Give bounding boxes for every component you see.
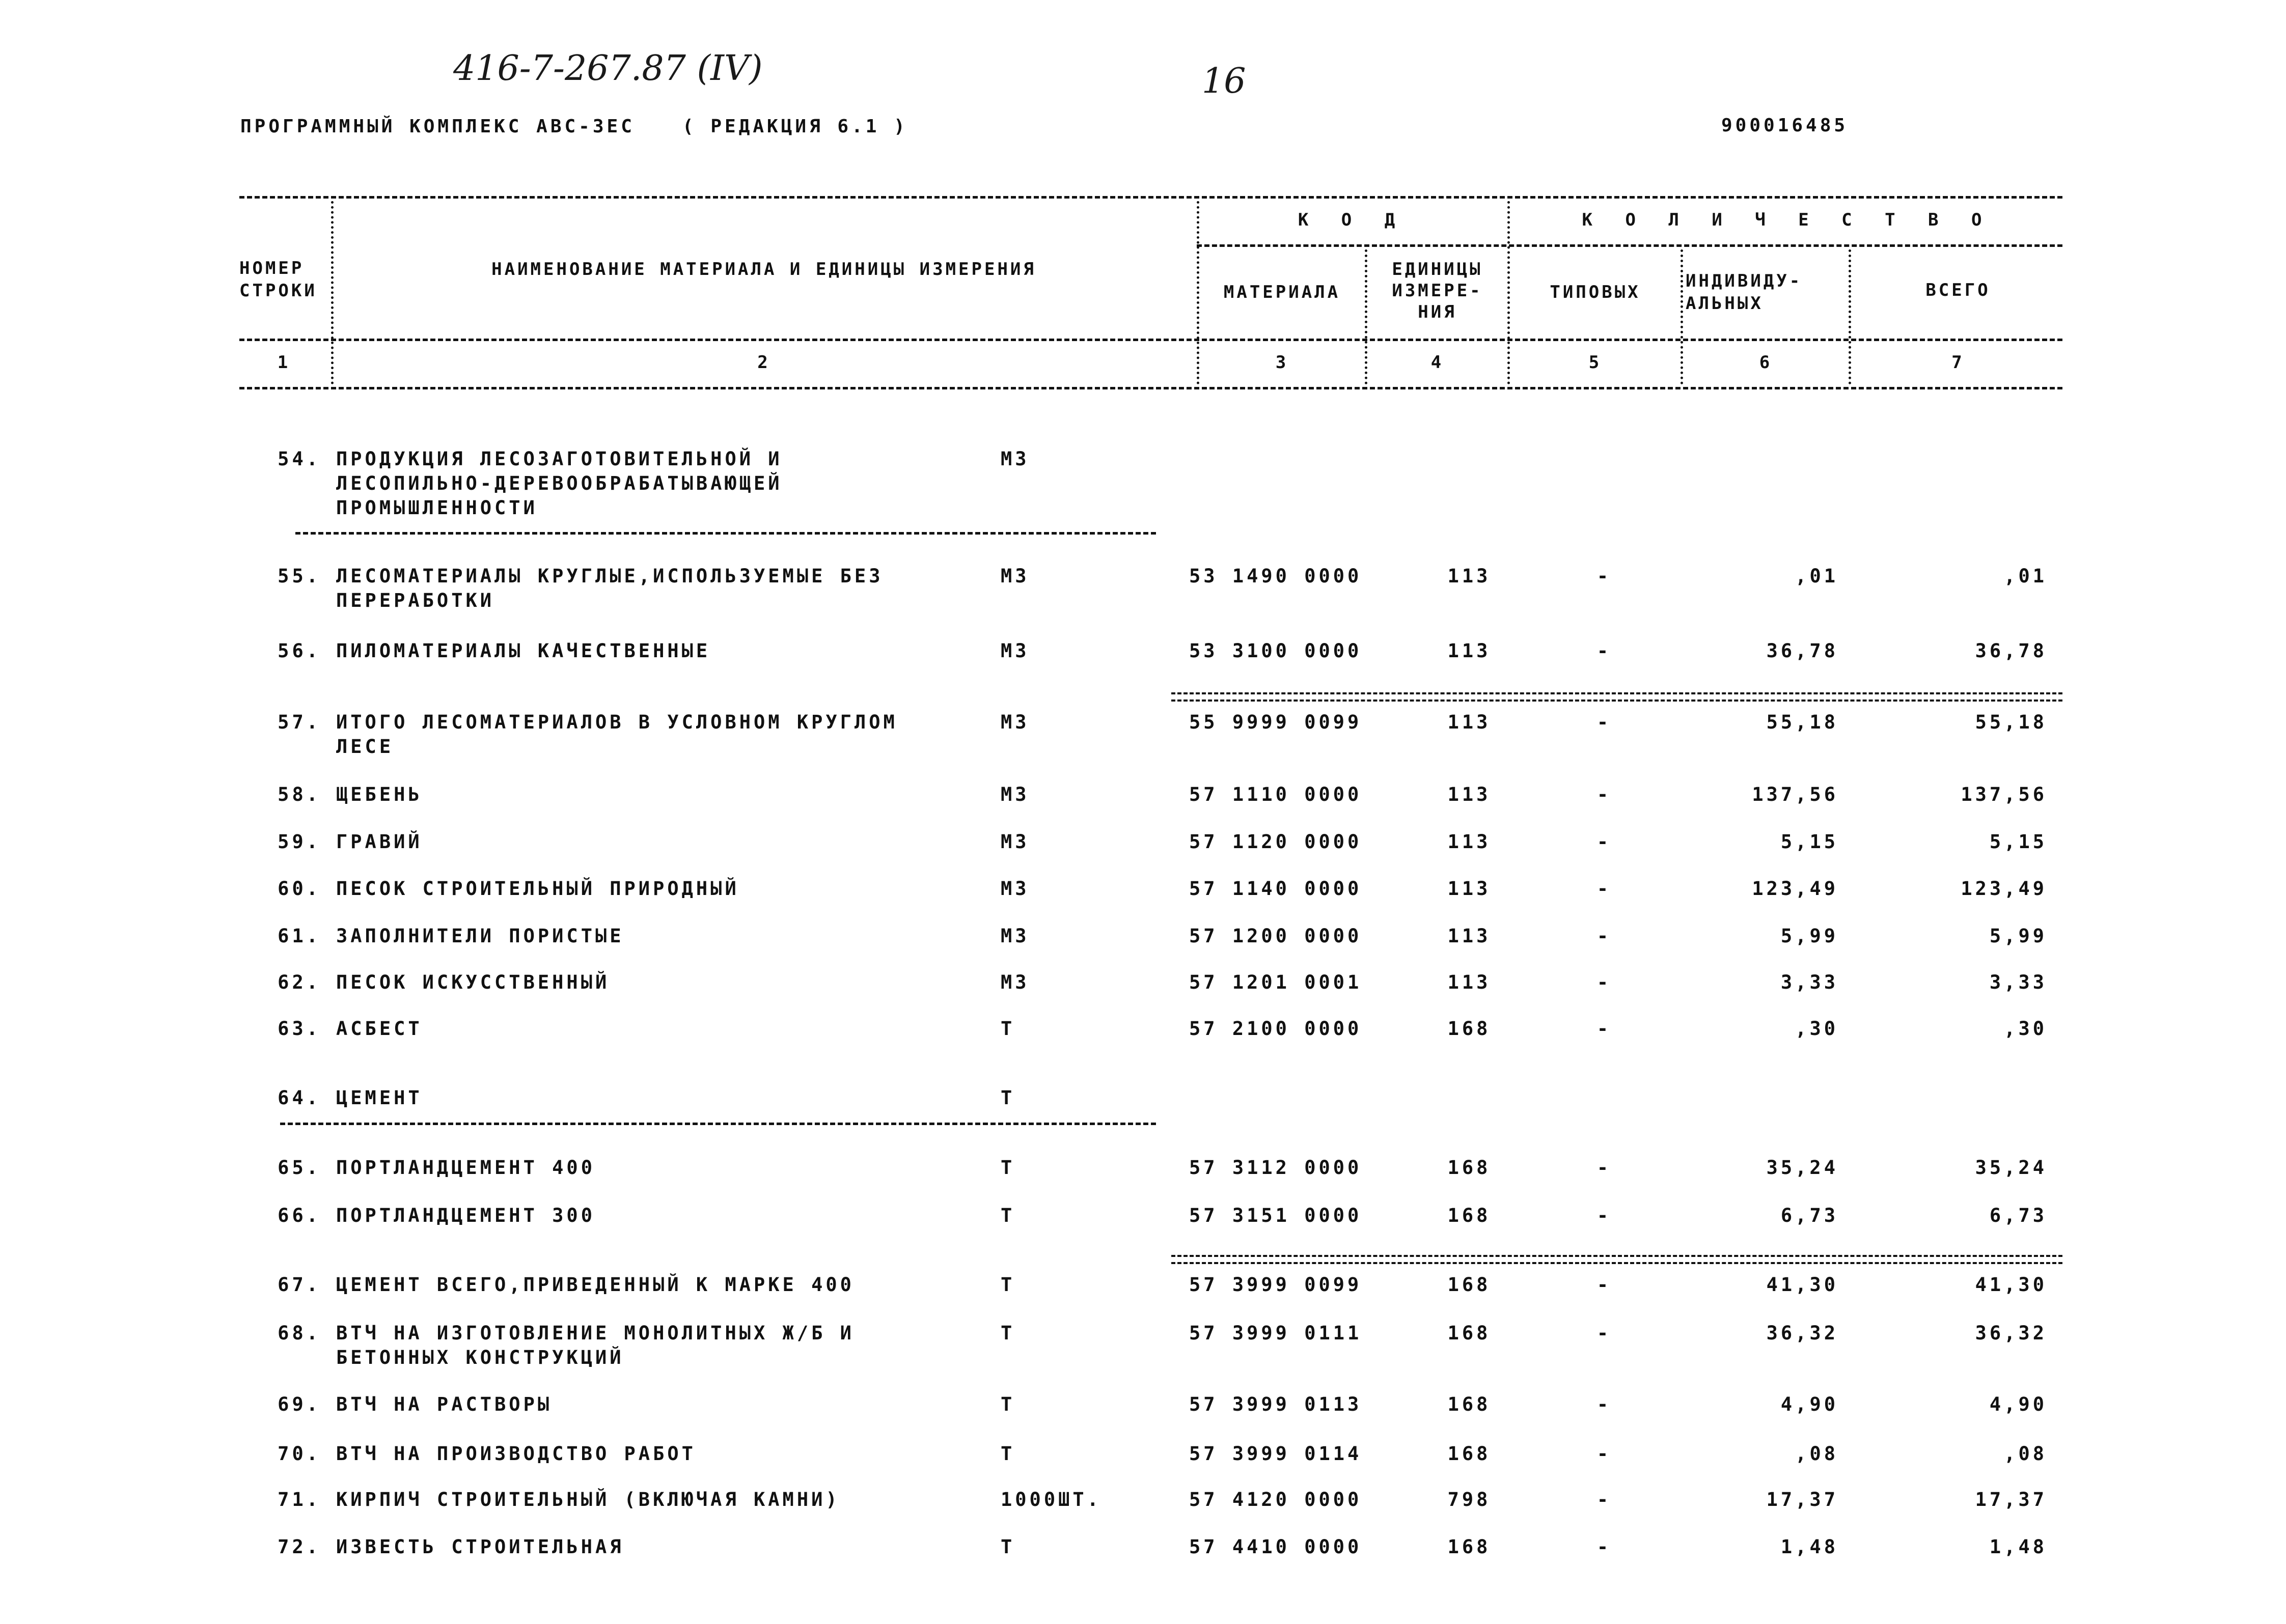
total-quantity: 17,37 xyxy=(1975,1489,2047,1510)
row-number: 62. xyxy=(278,971,321,993)
typical-quantity: - xyxy=(1596,783,1612,805)
unit-of-measure: Т xyxy=(1001,1018,1015,1040)
individual-quantity: 6,73 xyxy=(1780,1205,1838,1226)
individual-quantity: 137,56 xyxy=(1752,783,1838,805)
material-name: ПЕСОК СТРОИТЕЛЬНЫЙ ПРИРОДНЫЙ xyxy=(336,878,739,900)
total-quantity: 123,49 xyxy=(1961,878,2047,900)
material-code: 57 1120 0000 xyxy=(1189,831,1362,853)
unit-of-measure: Т xyxy=(1001,1087,1015,1109)
unit-of-measure: 1000ШТ. xyxy=(1001,1489,1101,1510)
individual-quantity: 5,99 xyxy=(1780,925,1838,947)
unit-code: 113 xyxy=(1447,565,1491,587)
header-separator xyxy=(1507,201,1510,384)
subtotal-rule-57 xyxy=(1171,692,2062,702)
table-top-rule xyxy=(239,196,2062,199)
unit-code: 168 xyxy=(1447,1274,1491,1296)
row-number: 70. xyxy=(278,1443,321,1465)
unit-of-measure: М3 xyxy=(1001,711,1030,733)
row-number: 55. xyxy=(278,565,321,587)
individual-quantity: 35,24 xyxy=(1766,1157,1838,1179)
program-title: ПРОГРАММНЫЙ КОМПЛЕКС АВС-3ЕС xyxy=(240,116,635,137)
total-quantity: 4,90 xyxy=(1989,1393,2047,1415)
total-quantity: 1,48 xyxy=(1989,1536,2047,1558)
column-number-6: 6 xyxy=(1759,352,1773,373)
total-quantity: ,30 xyxy=(2004,1018,2047,1040)
column-number-rule-top xyxy=(239,339,2062,341)
header-separator xyxy=(1849,249,1851,384)
material-name: АСБЕСТ xyxy=(336,1018,423,1040)
individual-quantity: 5,15 xyxy=(1780,831,1838,853)
material-name: ПЕРЕРАБОТКИ xyxy=(336,590,495,611)
header-total: ВСЕГО xyxy=(1925,280,1991,300)
row-number: 58. xyxy=(278,783,321,805)
code-subheader-rule xyxy=(1197,244,2062,247)
individual-quantity: 55,18 xyxy=(1766,711,1838,733)
unit-of-measure: М3 xyxy=(1001,831,1030,853)
row-number: 54. xyxy=(278,448,321,470)
row-number: 72. xyxy=(278,1536,321,1558)
material-code: 57 1201 0001 xyxy=(1189,971,1362,993)
handwritten-project-code: 416-7-267.87 (IV) xyxy=(453,48,763,89)
material-code: 55 9999 0099 xyxy=(1189,711,1362,733)
row-number: 60. xyxy=(278,878,321,900)
typical-quantity: - xyxy=(1596,1536,1612,1558)
material-name: ИЗВЕСТЬ СТРОИТЕЛЬНАЯ xyxy=(336,1536,624,1558)
unit-of-measure: М3 xyxy=(1001,878,1030,900)
material-name: ЛЕСОМАТЕРИАЛЫ КРУГЛЫЕ,ИСПОЛЬЗУЕМЫЕ БЕЗ xyxy=(336,565,884,587)
column-number-1: 1 xyxy=(277,352,291,373)
individual-quantity: 3,33 xyxy=(1780,971,1838,993)
individual-quantity: 41,30 xyxy=(1766,1274,1838,1296)
row-number: 65. xyxy=(278,1157,321,1179)
individual-quantity: ,01 xyxy=(1795,565,1838,587)
material-code: 57 1200 0000 xyxy=(1189,925,1362,947)
unit-of-measure: Т xyxy=(1001,1205,1015,1226)
unit-code: 113 xyxy=(1447,640,1491,662)
unit-of-measure: Т xyxy=(1001,1274,1015,1296)
header-individual: ИНДИВИДУ- АЛЬНЫХ xyxy=(1686,271,1803,314)
material-name: ПОРТЛАНДЦЕМЕНТ 400 xyxy=(336,1157,595,1179)
typical-quantity: - xyxy=(1596,878,1612,900)
unit-code: 168 xyxy=(1447,1536,1491,1558)
unit-of-measure: Т xyxy=(1001,1157,1015,1179)
row-number: 64. xyxy=(278,1087,321,1109)
row-number: 68. xyxy=(278,1322,321,1344)
row-number: 57. xyxy=(278,711,321,733)
unit-of-measure: М3 xyxy=(1001,971,1030,993)
material-code: 57 3999 0113 xyxy=(1189,1393,1362,1415)
individual-quantity: 123,49 xyxy=(1752,878,1838,900)
row-number: 63. xyxy=(278,1018,321,1040)
unit-code: 168 xyxy=(1447,1018,1491,1040)
material-name: ИТОГО ЛЕСОМАТЕРИАЛОВ В УСЛОВНОМ КРУГЛОМ xyxy=(336,711,898,733)
typical-quantity: - xyxy=(1596,640,1612,662)
material-code: 57 3112 0000 xyxy=(1189,1157,1362,1179)
header-separator xyxy=(1365,249,1367,384)
typical-quantity: - xyxy=(1596,1018,1612,1040)
header-name: НАИМЕНОВАНИЕ МАТЕРИАЛА И ЕДИНИЦЫ ИЗМЕРЕНИЯ xyxy=(491,259,1036,279)
header-separator xyxy=(331,201,334,384)
material-name: ПРОМЫШЛЕННОСТИ xyxy=(336,497,538,519)
total-quantity: ,01 xyxy=(2004,565,2047,587)
total-quantity: ,08 xyxy=(2004,1443,2047,1465)
individual-quantity: 36,78 xyxy=(1766,640,1838,662)
individual-quantity: 17,37 xyxy=(1766,1489,1838,1510)
material-name: БЕТОННЫХ КОНСТРУКЦИЙ xyxy=(336,1347,624,1368)
column-number-rule-bottom xyxy=(239,387,2062,389)
material-name: ПЕСОК ИСКУССТВЕННЫЙ xyxy=(336,971,610,993)
total-quantity: 3,33 xyxy=(1989,971,2047,993)
material-name: ЦЕМЕНТ xyxy=(336,1087,423,1109)
typical-quantity: - xyxy=(1596,925,1612,947)
typical-quantity: - xyxy=(1596,565,1612,587)
unit-of-measure: М3 xyxy=(1001,565,1030,587)
total-quantity: 41,30 xyxy=(1975,1274,2047,1296)
unit-code: 113 xyxy=(1447,831,1491,853)
material-code: 57 1140 0000 xyxy=(1189,878,1362,900)
row-number: 67. xyxy=(278,1274,321,1296)
unit-code: 113 xyxy=(1447,711,1491,733)
total-quantity: 5,99 xyxy=(1989,925,2047,947)
total-quantity: 36,32 xyxy=(1975,1322,2047,1344)
material-code: 57 4410 0000 xyxy=(1189,1536,1362,1558)
individual-quantity: 36,32 xyxy=(1766,1322,1838,1344)
column-number-5: 5 xyxy=(1588,352,1602,373)
material-name: ПИЛОМАТЕРИАЛЫ КАЧЕСТВЕННЫЕ xyxy=(336,640,711,662)
typical-quantity: - xyxy=(1596,1443,1612,1465)
material-code: 57 2100 0000 xyxy=(1189,1018,1362,1040)
unit-code: 113 xyxy=(1447,878,1491,900)
unit-of-measure: М3 xyxy=(1001,448,1030,470)
row-number: 66. xyxy=(278,1205,321,1226)
unit-code: 168 xyxy=(1447,1393,1491,1415)
column-number-7: 7 xyxy=(1951,352,1965,373)
material-name: ПРОДУКЦИЯ ЛЕСОЗАГОТОВИТЕЛЬНОЙ И xyxy=(336,448,783,470)
program-edition: ( РЕДАКЦИЯ 6.1 ) xyxy=(682,116,908,137)
material-name: ЩЕБЕНЬ xyxy=(336,783,423,805)
unit-code: 798 xyxy=(1447,1489,1491,1510)
total-quantity: 137,56 xyxy=(1961,783,2047,805)
typical-quantity: - xyxy=(1596,1322,1612,1344)
unit-code: 113 xyxy=(1447,971,1491,993)
typical-quantity: - xyxy=(1596,1393,1612,1415)
individual-quantity: 4,90 xyxy=(1780,1393,1838,1415)
typical-quantity: - xyxy=(1596,1274,1612,1296)
header-typical: ТИПОВЫХ xyxy=(1550,282,1641,302)
material-code: 57 3999 0111 xyxy=(1189,1322,1362,1344)
unit-code: 168 xyxy=(1447,1157,1491,1179)
material-name: КИРПИЧ СТРОИТЕЛЬНЫЙ (ВКЛЮЧАЯ КАМНИ) xyxy=(336,1489,840,1510)
unit-of-measure: Т xyxy=(1001,1536,1015,1558)
total-quantity: 6,73 xyxy=(1989,1205,2047,1226)
individual-quantity: ,08 xyxy=(1795,1443,1838,1465)
unit-of-measure: М3 xyxy=(1001,640,1030,662)
unit-of-measure: Т xyxy=(1001,1322,1015,1344)
column-number-2: 2 xyxy=(757,352,770,373)
unit-of-measure: Т xyxy=(1001,1443,1015,1465)
unit-code: 113 xyxy=(1447,783,1491,805)
typical-quantity: - xyxy=(1596,831,1612,853)
material-code: 57 3999 0114 xyxy=(1189,1443,1362,1465)
document-id: 900016485 xyxy=(1721,115,1849,136)
typical-quantity: - xyxy=(1596,1489,1612,1510)
header-unit-code: ЕДИНИЦЫ ИЗМЕРЕ- НИЯ xyxy=(1392,259,1483,322)
material-code: 57 3999 0099 xyxy=(1189,1274,1362,1296)
material-name: ВТЧ НА ПРОИЗВОДСТВО РАБОТ xyxy=(336,1443,696,1465)
header-material-code: МАТЕРИАЛА xyxy=(1223,282,1341,302)
subtotal-rule-67 xyxy=(1171,1255,2062,1264)
material-code: 53 1490 0000 xyxy=(1189,565,1362,587)
unit-code: 168 xyxy=(1447,1322,1491,1344)
unit-code: 113 xyxy=(1447,925,1491,947)
header-row-number: НОМЕР СТРОКИ xyxy=(239,258,317,301)
material-code: 57 4120 0000 xyxy=(1189,1489,1362,1510)
individual-quantity: 1,48 xyxy=(1780,1536,1838,1558)
unit-code: 168 xyxy=(1447,1443,1491,1465)
material-name: ЛЕСОПИЛЬНО-ДЕРЕВООБРАБАТЫВАЮЩЕЙ xyxy=(336,472,783,494)
total-quantity: 36,78 xyxy=(1975,640,2047,662)
header-code-group: К О Д xyxy=(1298,210,1407,230)
typical-quantity: - xyxy=(1596,711,1612,733)
material-name: ЛЕСЕ xyxy=(336,736,394,758)
column-number-4: 4 xyxy=(1430,352,1444,373)
typical-quantity: - xyxy=(1596,1157,1612,1179)
group-separator-64 xyxy=(280,1123,1156,1125)
total-quantity: 35,24 xyxy=(1975,1157,2047,1179)
handwritten-page-number: 16 xyxy=(1202,61,1246,101)
row-number: 71. xyxy=(278,1489,321,1510)
unit-of-measure: М3 xyxy=(1001,783,1030,805)
individual-quantity: ,30 xyxy=(1795,1018,1838,1040)
group-separator-54 xyxy=(295,532,1156,535)
total-quantity: 55,18 xyxy=(1975,711,2047,733)
column-number-3: 3 xyxy=(1275,352,1289,373)
material-name: ЦЕМЕНТ ВСЕГО,ПРИВЕДЕННЫЙ К МАРКЕ 400 xyxy=(336,1274,855,1296)
material-name: ГРАВИЙ xyxy=(336,831,423,853)
material-code: 57 3151 0000 xyxy=(1189,1205,1362,1226)
total-quantity: 5,15 xyxy=(1989,831,2047,853)
row-number: 61. xyxy=(278,925,321,947)
unit-of-measure: М3 xyxy=(1001,925,1030,947)
material-name: ВТЧ НА ИЗГОТОВЛЕНИЕ МОНОЛИТНЫХ Ж/Б И xyxy=(336,1322,855,1344)
material-code: 57 1110 0000 xyxy=(1189,783,1362,805)
header-separator xyxy=(1681,249,1683,384)
row-number: 69. xyxy=(278,1393,321,1415)
typical-quantity: - xyxy=(1596,1205,1612,1226)
material-name: ПОРТЛАНДЦЕМЕНТ 300 xyxy=(336,1205,595,1226)
header-separator xyxy=(1197,201,1199,384)
header-quantity-group: К О Л И Ч Е С Т В О xyxy=(1582,210,1993,230)
material-name: ЗАПОЛНИТЕЛИ ПОРИСТЫЕ xyxy=(336,925,624,947)
unit-of-measure: Т xyxy=(1001,1393,1015,1415)
material-name: ВТЧ НА РАСТВОРЫ xyxy=(336,1393,553,1415)
material-code: 53 3100 0000 xyxy=(1189,640,1362,662)
unit-code: 168 xyxy=(1447,1205,1491,1226)
row-number: 59. xyxy=(278,831,321,853)
row-number: 56. xyxy=(278,640,321,662)
typical-quantity: - xyxy=(1596,971,1612,993)
